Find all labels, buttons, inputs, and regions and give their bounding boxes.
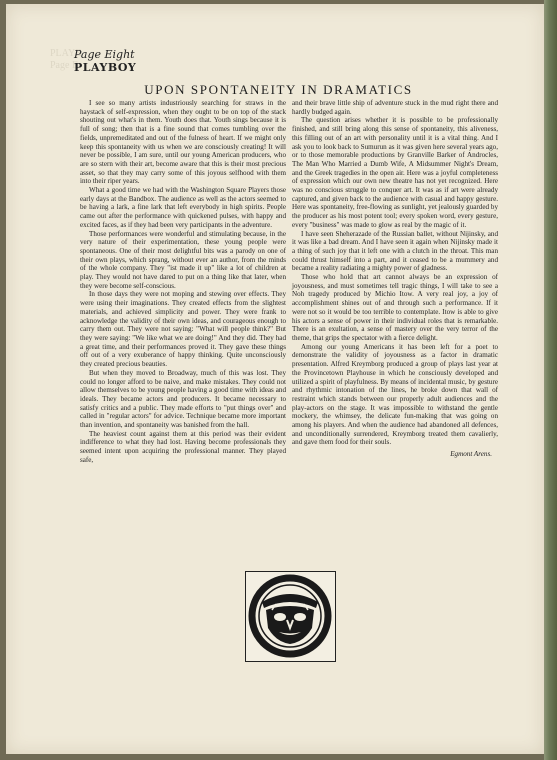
page-number-label: Page Eight bbox=[74, 48, 135, 61]
green-binding-edge bbox=[544, 0, 557, 760]
paragraph: and their brave little ship of adventure stuck in the mud right there and hardly budged again. bbox=[292, 99, 498, 116]
paragraph: Those performances were wonderful and stimulating because, in the very nature of their experimentation, these young people were spontaneous. One of their most delightful bits was a parody on one of their own plays, which sprang, without ever an author, from the minds of the whole company. They "ist made it up" like a lot of children at play. They would not have dared to put on a thing like that later, when they were become self-conscious. bbox=[80, 229, 286, 290]
author-signature: Egmont Arens. bbox=[450, 450, 492, 459]
paragraph: What a good time we had with the Washington Square Players those early days at the Bandbox. The audience as well as the actors seemed to be having a lark, a fine lark that left everybody in high spirits. People came out after the performance with quickened pulses, with happy and excited faces, as if they had been very participants in the adventure. bbox=[80, 186, 286, 229]
paragraph: Those who hold that art cannot always be an expression of joyousness, and must sometimes tell tragic things, I will take to see a Noh tragedy produced by Michio Itow. A very real joy, a joy of accomplishment shines out of and through such a performance. If it were not so it would be too terrible to contemplate. Itow is able to give his actors a sense of power in their individual roles that is remarkable. There is an exultation, a sense of mastery over the very terror of the theme, that grips the spectator with a fierce delight. bbox=[292, 273, 498, 342]
article-title: UPON SPONTANEITY IN DRAMATICS bbox=[144, 82, 413, 97]
article-column-right bbox=[292, 99, 498, 459]
paragraph: In those days they were not moping and stewing over effects. They were using their imaginations. They created effects from the slightest materials, and achieved simplicity and power. They were frank to acknowledge the validity of their own ideas, and courageous enough to carry them out. They were not saying: "What will people think?" But they were saying: "We like what we are doing!" And they did. They had a great time, and their performances proved it. They gave these things off out of a very exuberance of happy thinking. Quite unconsciously they created precious beauties. bbox=[80, 290, 286, 369]
paragraph: The heaviest count against them at this period was their evident indifference to what they had lost. Having become professionals they seemed intent upon acquiring the professional manner. They played safe, bbox=[80, 429, 286, 464]
paragraph: I have seen Sheherazade of the Russian ballet, without Nijinsky, and it was like a bad dream. And I have seen it again when Nijinsky made it a thing of such joy that it left one with a clutch in the throat. This man could thrust himself into a part, and it ceased to be a mummery and became a reality radiating a mighty power of gladness. bbox=[292, 229, 498, 273]
emblem-drawing bbox=[246, 572, 334, 660]
paragraph: The question arises whether it is possible to be professionally finished, and still bring along this sense of spontaneity, this aliveness, this filling out of an art with personality until it is a vital thing. And I ask you to look back to Sumurun as it was given here several years ago, or to those memorable productions by Granville Barker of Androcles, The Man Who Married a Dumb Wife, A Midsummer Night's Dream, and the Greek tragedies in the open air. Here was a joyful completeness of expression which our own new theatre has not yet recognized. Here was no conscious struggle to conquer art. It was as if art were already captured, and given back to the audience with casual and happy gesture. Here was spontaneity, free-flowing as sunlight, yet jealously guarded by the producer as his most potent tool; every spoken word, every gesture, every "business" was made to glow as real by the magic of it. bbox=[292, 116, 498, 229]
paragraph: Among our young Americans it has been left for a poet to demonstrate the validity of joyousness as a factor in dramatic presentation. Alfred Kreymborg produced a group of plays last year at the Provincetown Playhouse in which he consciously developed and utilized a spirit of playfulness. By means of incidental music, by gesture and rhythmic intonation of the lines, he broke down that wall of restraint which stands between our properly adult audiences and the play-actors on the stage. It was impossible to withstand the gentle mockery, the whimsey, the delicate fun-making that was going on among his players. And when the audience had abandoned all defences, and unconditionally surrendered, Kreymborg treated them cavalierly, and gave them food for their souls. bbox=[292, 342, 498, 447]
article-column-left bbox=[80, 99, 286, 465]
paragraph: I see so many artists industriously searching for straws in the haystack of self-expression, when they ought to be on top of the stack shouting out what's in them. Youth does that. Youth sings because it is full of song; then that is a fine sound that comes tumbling over the fields, unpremeditated and out of the fulness of heart. If we might only keep this spontaneity with us when we are consciously creating! It will never be possible, I am sure, until our young American producers, who are so stern with their art, become aware that this is their most precious asset, so that they may carry some of this joyous selfhood with them into their riper years. bbox=[80, 99, 286, 186]
paragraph: But when they moved to Broadway, much of this was lost. They could no longer afford to be naive, and make mistakes. They could not allow themselves to be young people having a good time with ideas and ideals. They became actors and producers. It became necessary to satisfy critics and a public. They made efforts to "put things over" and called in "regular actors" for advice. Technique became more important than invention, and spontaneity was banished from the hall. bbox=[80, 368, 286, 430]
show-through-text: PLAYB Page E bbox=[50, 48, 82, 71]
journal-name: PLAYBOY bbox=[74, 61, 137, 74]
running-header bbox=[74, 48, 136, 74]
mask-in-circle-emblem-icon bbox=[245, 571, 336, 662]
